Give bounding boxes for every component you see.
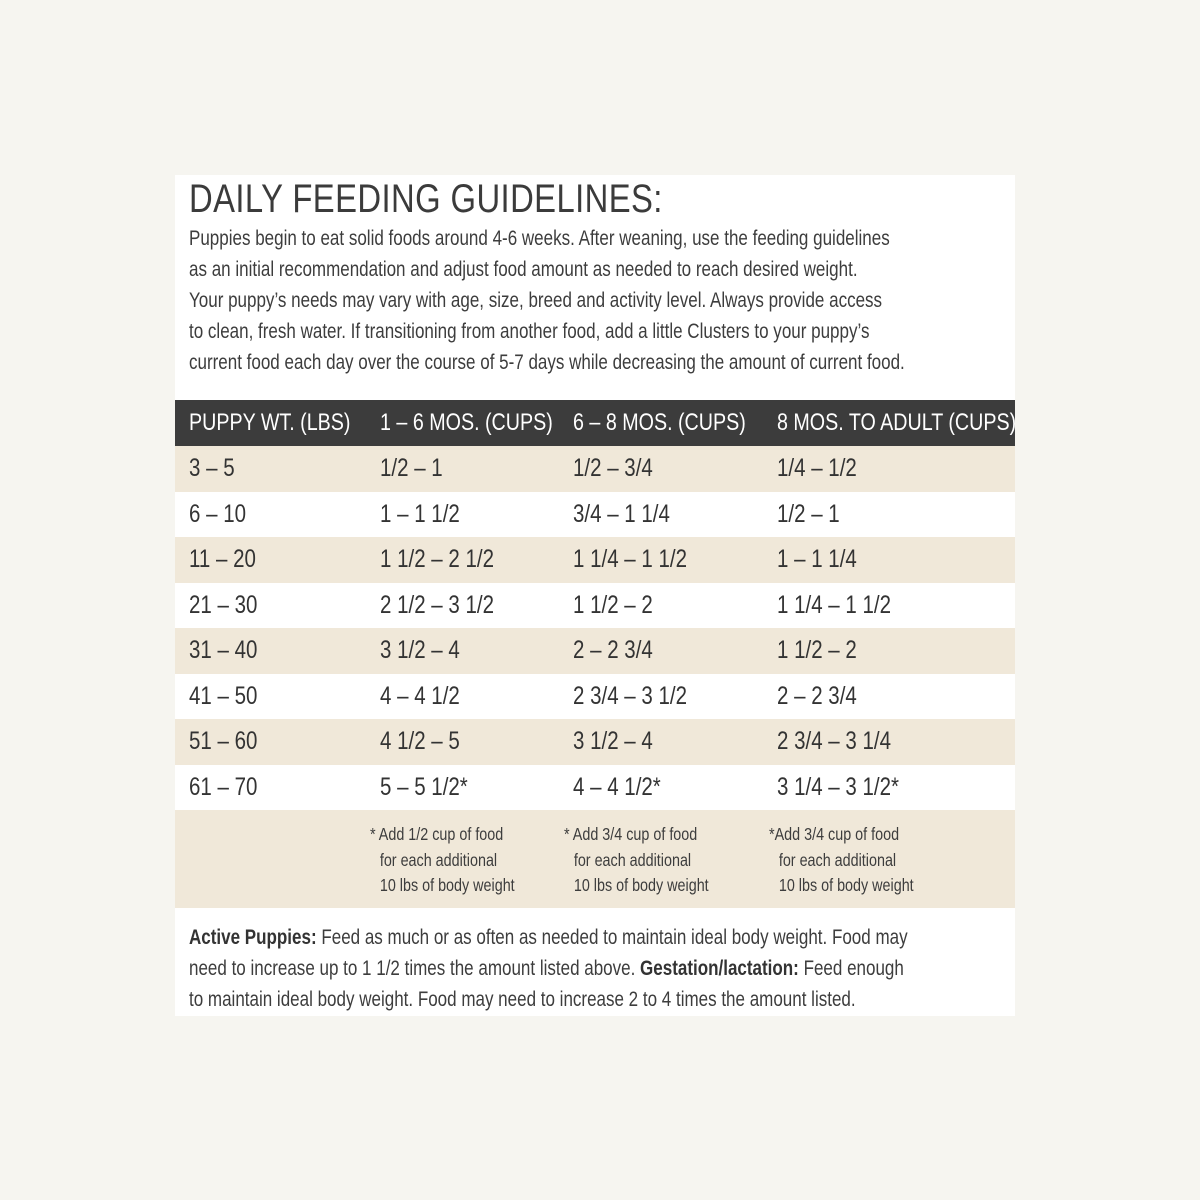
footer-line: [189, 953, 1007, 984]
cups-adult-cell: 2 3/4 – 3 1/4: [777, 727, 891, 756]
weight-cell: 6 – 10: [189, 499, 247, 528]
active-puppies-text: Feed as much or as often as needed to maintain ideal body weight. Food may: [316, 926, 908, 949]
feeding-guidelines-card: [175, 175, 1015, 1016]
footnote-line: 10 lbs of body weight: [573, 875, 709, 895]
table-row: [175, 583, 1015, 629]
weight-cell: 31 – 40: [189, 636, 258, 665]
cups-6-8-cell: 1 1/2 – 2: [573, 590, 653, 619]
intro-line: as an initial recommendation and adjust food amount as needed to reach desired weight.: [189, 258, 858, 281]
weight-cell: 11 – 20: [189, 545, 256, 574]
table-row: [175, 446, 1015, 492]
cups-1-6-cell: 1 – 1 1/2: [380, 499, 460, 528]
cups-1-6-cell: 3 1/2 – 4: [380, 636, 460, 665]
feeding-table: [175, 400, 1015, 908]
cups-1-6-cell: 5 – 5 1/2*: [380, 772, 468, 801]
header-1-6-months: 1 – 6 MOS. (CUPS): [380, 409, 553, 436]
footnote-8-months-adult: [769, 822, 914, 899]
table-row: [175, 628, 1015, 674]
cups-6-8-cell: 3 1/2 – 4: [573, 727, 653, 756]
footnote-line: 10 lbs of body weight: [379, 875, 515, 895]
cups-1-6-cell: 1 1/2 – 2 1/2: [380, 545, 494, 574]
intro-line: current food each day over the course of 5-7 days while decreasing the amount of current food.: [189, 351, 905, 374]
cups-adult-cell: 1/2 – 1: [777, 499, 840, 528]
footer-line: [189, 922, 1007, 953]
cups-adult-cell: 1 – 1 1/4: [777, 545, 857, 574]
footer-paragraph: [189, 922, 1007, 1015]
table-row: [175, 537, 1015, 583]
footnote-line: *Add 3/4 cup of food: [769, 824, 900, 844]
footnote-1-6-months: [370, 822, 515, 899]
cups-6-8-cell: 1 1/4 – 1 1/2: [573, 545, 687, 574]
footnote-line: for each additional: [379, 849, 498, 870]
intro-line: Your puppy’s needs may vary with age, size, breed and activity level. Always provide access: [189, 289, 883, 312]
intro-paragraph: [189, 223, 1007, 378]
weight-cell: 21 – 30: [189, 590, 258, 619]
page-title: DAILY FEEDING GUIDELINES:: [189, 177, 663, 221]
weight-cell: 41 – 50: [189, 681, 258, 710]
table-notes-row: [175, 810, 1015, 908]
cups-6-8-cell: 3/4 – 1 1/4: [573, 499, 670, 528]
footnote-line: * Add 3/4 cup of food: [564, 824, 698, 844]
gestation-lactation-text: Feed enough: [798, 957, 904, 980]
cups-6-8-cell: 4 – 4 1/2*: [573, 772, 661, 801]
cups-adult-cell: 2 – 2 3/4: [777, 681, 857, 710]
cups-adult-cell: 1/4 – 1/2: [777, 454, 857, 483]
footnote-6-8-months: [564, 822, 709, 899]
cups-6-8-cell: 1/2 – 3/4: [573, 454, 653, 483]
table-header-row: [175, 400, 1015, 446]
footer-line: to maintain ideal body weight. Food may need to increase 2 to 4 times the amount listed.: [189, 988, 856, 1011]
cups-1-6-cell: 4 1/2 – 5: [380, 727, 460, 756]
table-row: [175, 719, 1015, 765]
cups-6-8-cell: 2 – 2 3/4: [573, 636, 653, 665]
cups-6-8-cell: 2 3/4 – 3 1/2: [573, 681, 687, 710]
header-8-months-adult: 8 MOS. TO ADULT (CUPS): [777, 409, 1017, 436]
table-row: [175, 492, 1015, 538]
header-puppy-weight: PUPPY WT. (LBS): [189, 409, 351, 436]
active-puppies-label: Active Puppies:: [189, 926, 317, 949]
intro-line: to clean, fresh water. If transitioning from another food, add a little Clusters to your puppy’s: [189, 320, 870, 343]
footnote-line: for each additional: [778, 849, 897, 870]
gestation-lactation-label: Gestation/lactation:: [640, 957, 799, 980]
cups-1-6-cell: 2 1/2 – 3 1/2: [380, 590, 494, 619]
footnote-line: * Add 1/2 cup of food: [370, 824, 504, 844]
weight-cell: 3 – 5: [189, 454, 235, 483]
cups-adult-cell: 1 1/2 – 2: [777, 636, 857, 665]
cups-1-6-cell: 4 – 4 1/2: [380, 681, 460, 710]
footnote-line: 10 lbs of body weight: [778, 875, 914, 895]
table-row: [175, 674, 1015, 720]
active-puppies-text-continued: need to increase up to 1 1/2 times the amount listed above.: [189, 957, 641, 980]
weight-cell: 51 – 60: [189, 727, 258, 756]
header-6-8-months: 6 – 8 MOS. (CUPS): [573, 409, 746, 436]
intro-line: Puppies begin to eat solid foods around 4-6 weeks. After weaning, use the feeding guidelines: [189, 227, 890, 250]
cups-adult-cell: 3 1/4 – 3 1/2*: [777, 772, 899, 801]
weight-cell: 61 – 70: [189, 772, 258, 801]
table-row: [175, 765, 1015, 811]
cups-1-6-cell: 1/2 – 1: [380, 454, 443, 483]
footnote-line: for each additional: [573, 849, 692, 870]
cups-adult-cell: 1 1/4 – 1 1/2: [777, 590, 891, 619]
